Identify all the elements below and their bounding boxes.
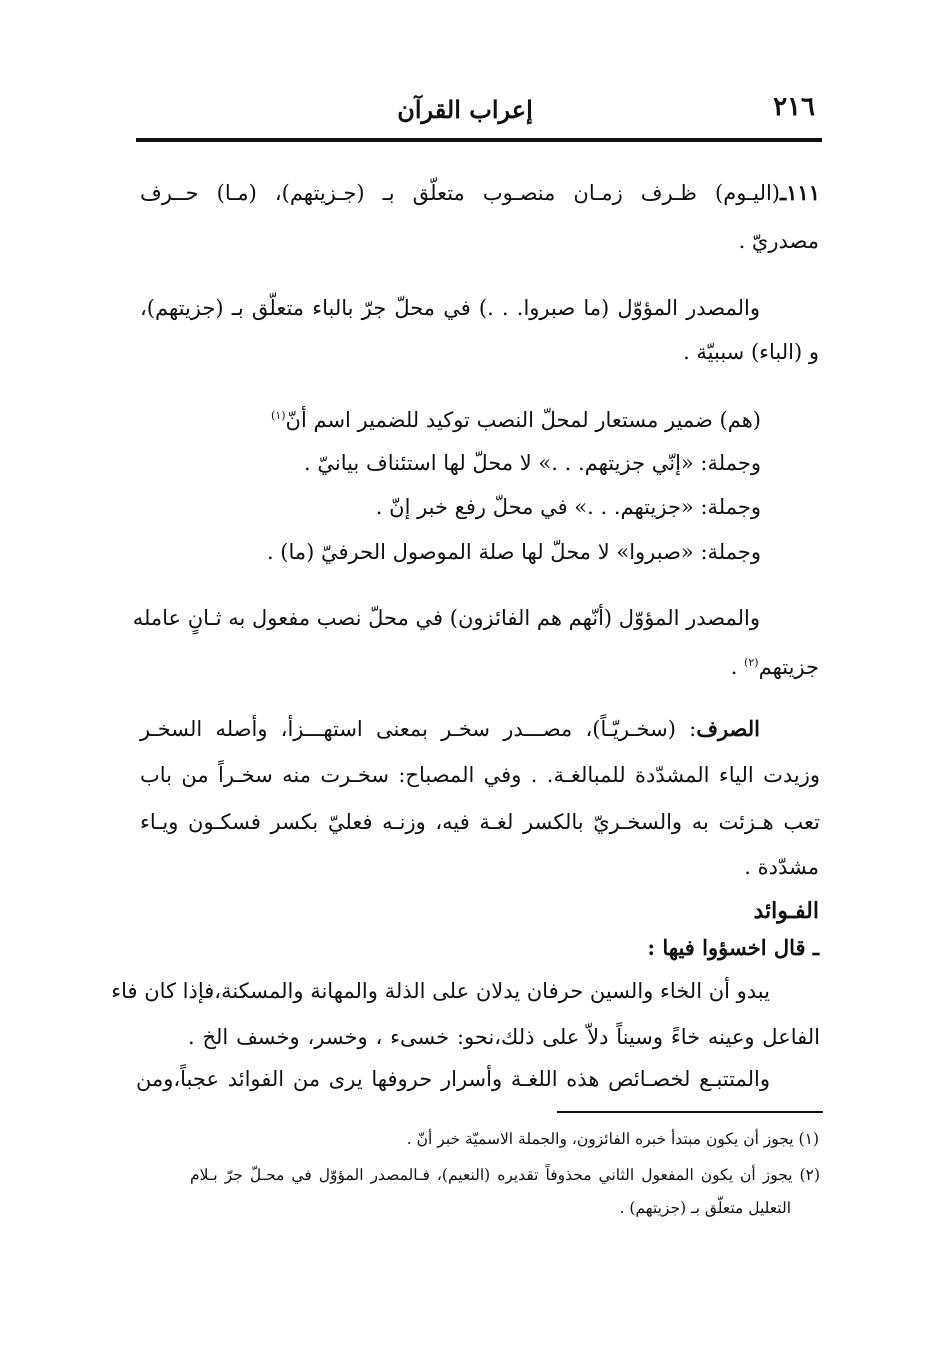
sarf-line-2: وزيدت الياء المشدّدة للمبالغـة. . وفي المصباح: سخـرت منه سخـراً من باب [140, 763, 820, 787]
line-end: . [730, 655, 745, 679]
line-text: جزيتهم [758, 655, 819, 679]
masdar-line-1: والمصدر المؤوّل (ما صبروا. . .) في محلّ جرّ بالباء متعلّق بـ (جزيتهم)، [140, 296, 760, 320]
fawaid-subheading: ـ قال اخسؤوا فيها : [647, 935, 819, 960]
jumla-line-2: وجملة: «جزيتهم. . .» في محلّ رفع خبر إنّ . [375, 495, 761, 519]
fawaid-heading: الفـوائد [753, 898, 819, 924]
masdar2-line-1: والمصدر المؤوّل (أنّهم هم الفائزون) في محلّ نصب مفعول به ثـانٍ عامله [132, 606, 760, 630]
hum-line [271, 401, 761, 435]
header-rule [136, 138, 822, 142]
verse-number: ١١١ـ [780, 180, 820, 205]
sarf-line-4: مشدّدة . [744, 855, 819, 879]
verse-line-2: مصدريّ . [738, 229, 819, 253]
sarf-label: الصرف [696, 716, 760, 741]
footnote-2-line-1: (٢) يجوز أن يكون المفعول الثاني محذوفاً تقديره (النعيم)، فـالمصدر المؤوّل في محـلّ جرّ بـلام [190, 1166, 820, 1184]
fawaid-line-3: والمتتبـع لخصـائص هذه اللغـة وأسرار حروفها يرى من الفوائد عجباً،ومن [136, 1067, 770, 1091]
footnote-ref-1: (١) [271, 409, 286, 422]
footnote-rule [557, 1111, 823, 1113]
fawaid-line-1: يبدو أن الخاء والسين حرفان يدلان على الذلة والمهانة والمسكنة،فإذا كان فاء [111, 979, 770, 1003]
footnote-ref-2: (٢) [744, 656, 759, 669]
running-title: إعراب القرآن [397, 95, 533, 124]
jumla-line-1: وجملة: «إنّي جزيتهم. . .» لا محلّ لها استئناف بيانيّ . [304, 451, 761, 475]
fawaid-line-2: الفاعل وعينه خاءً وسيناً دلاّ على ذلك،نحو: خسىء ، وخسر، وخسف الخ . [188, 1025, 820, 1049]
sarf-line-3: تعب هـزئت به والسخـريّ بالكسر لغـة فيه، وزنـه فعليّ بكسر فسكـون ويـاء [140, 810, 820, 834]
masdar2-line-2 [731, 648, 819, 682]
footnote-1: (١) يجوز أن يكون مبتدأ خبره الفائزون، والجملة الاسميّة خبر أنّ . [406, 1130, 819, 1148]
masdar-line-2: و (الباء) سببيّة . [683, 340, 819, 364]
verse-line-1 [140, 178, 820, 208]
jumla-line-3: وجملة: «صبروا» لا محلّ لها صلة الموصول الحرفيّ (ما) . [266, 540, 761, 564]
line-text: (اليـوم) ظـرف زمـان منصـوب متعلّق بـ (جـزيتهم)، (مـا) حــرف [140, 181, 780, 205]
page-number: ٢١٦ [773, 92, 815, 122]
footnote-2-line-2: التعليل متعلّق بـ (جزيتهم) . [619, 1199, 791, 1217]
line-text: (هم) ضمير مستعار لمحلّ النصب توكيد للضمير اسم أنّ [285, 408, 761, 432]
line-text: : (سخـريّـاً)، مصـــدر سخـر بمعنى استهـــزأ، وأصله السخـر [140, 717, 697, 741]
sarf-line-1 [140, 714, 760, 744]
